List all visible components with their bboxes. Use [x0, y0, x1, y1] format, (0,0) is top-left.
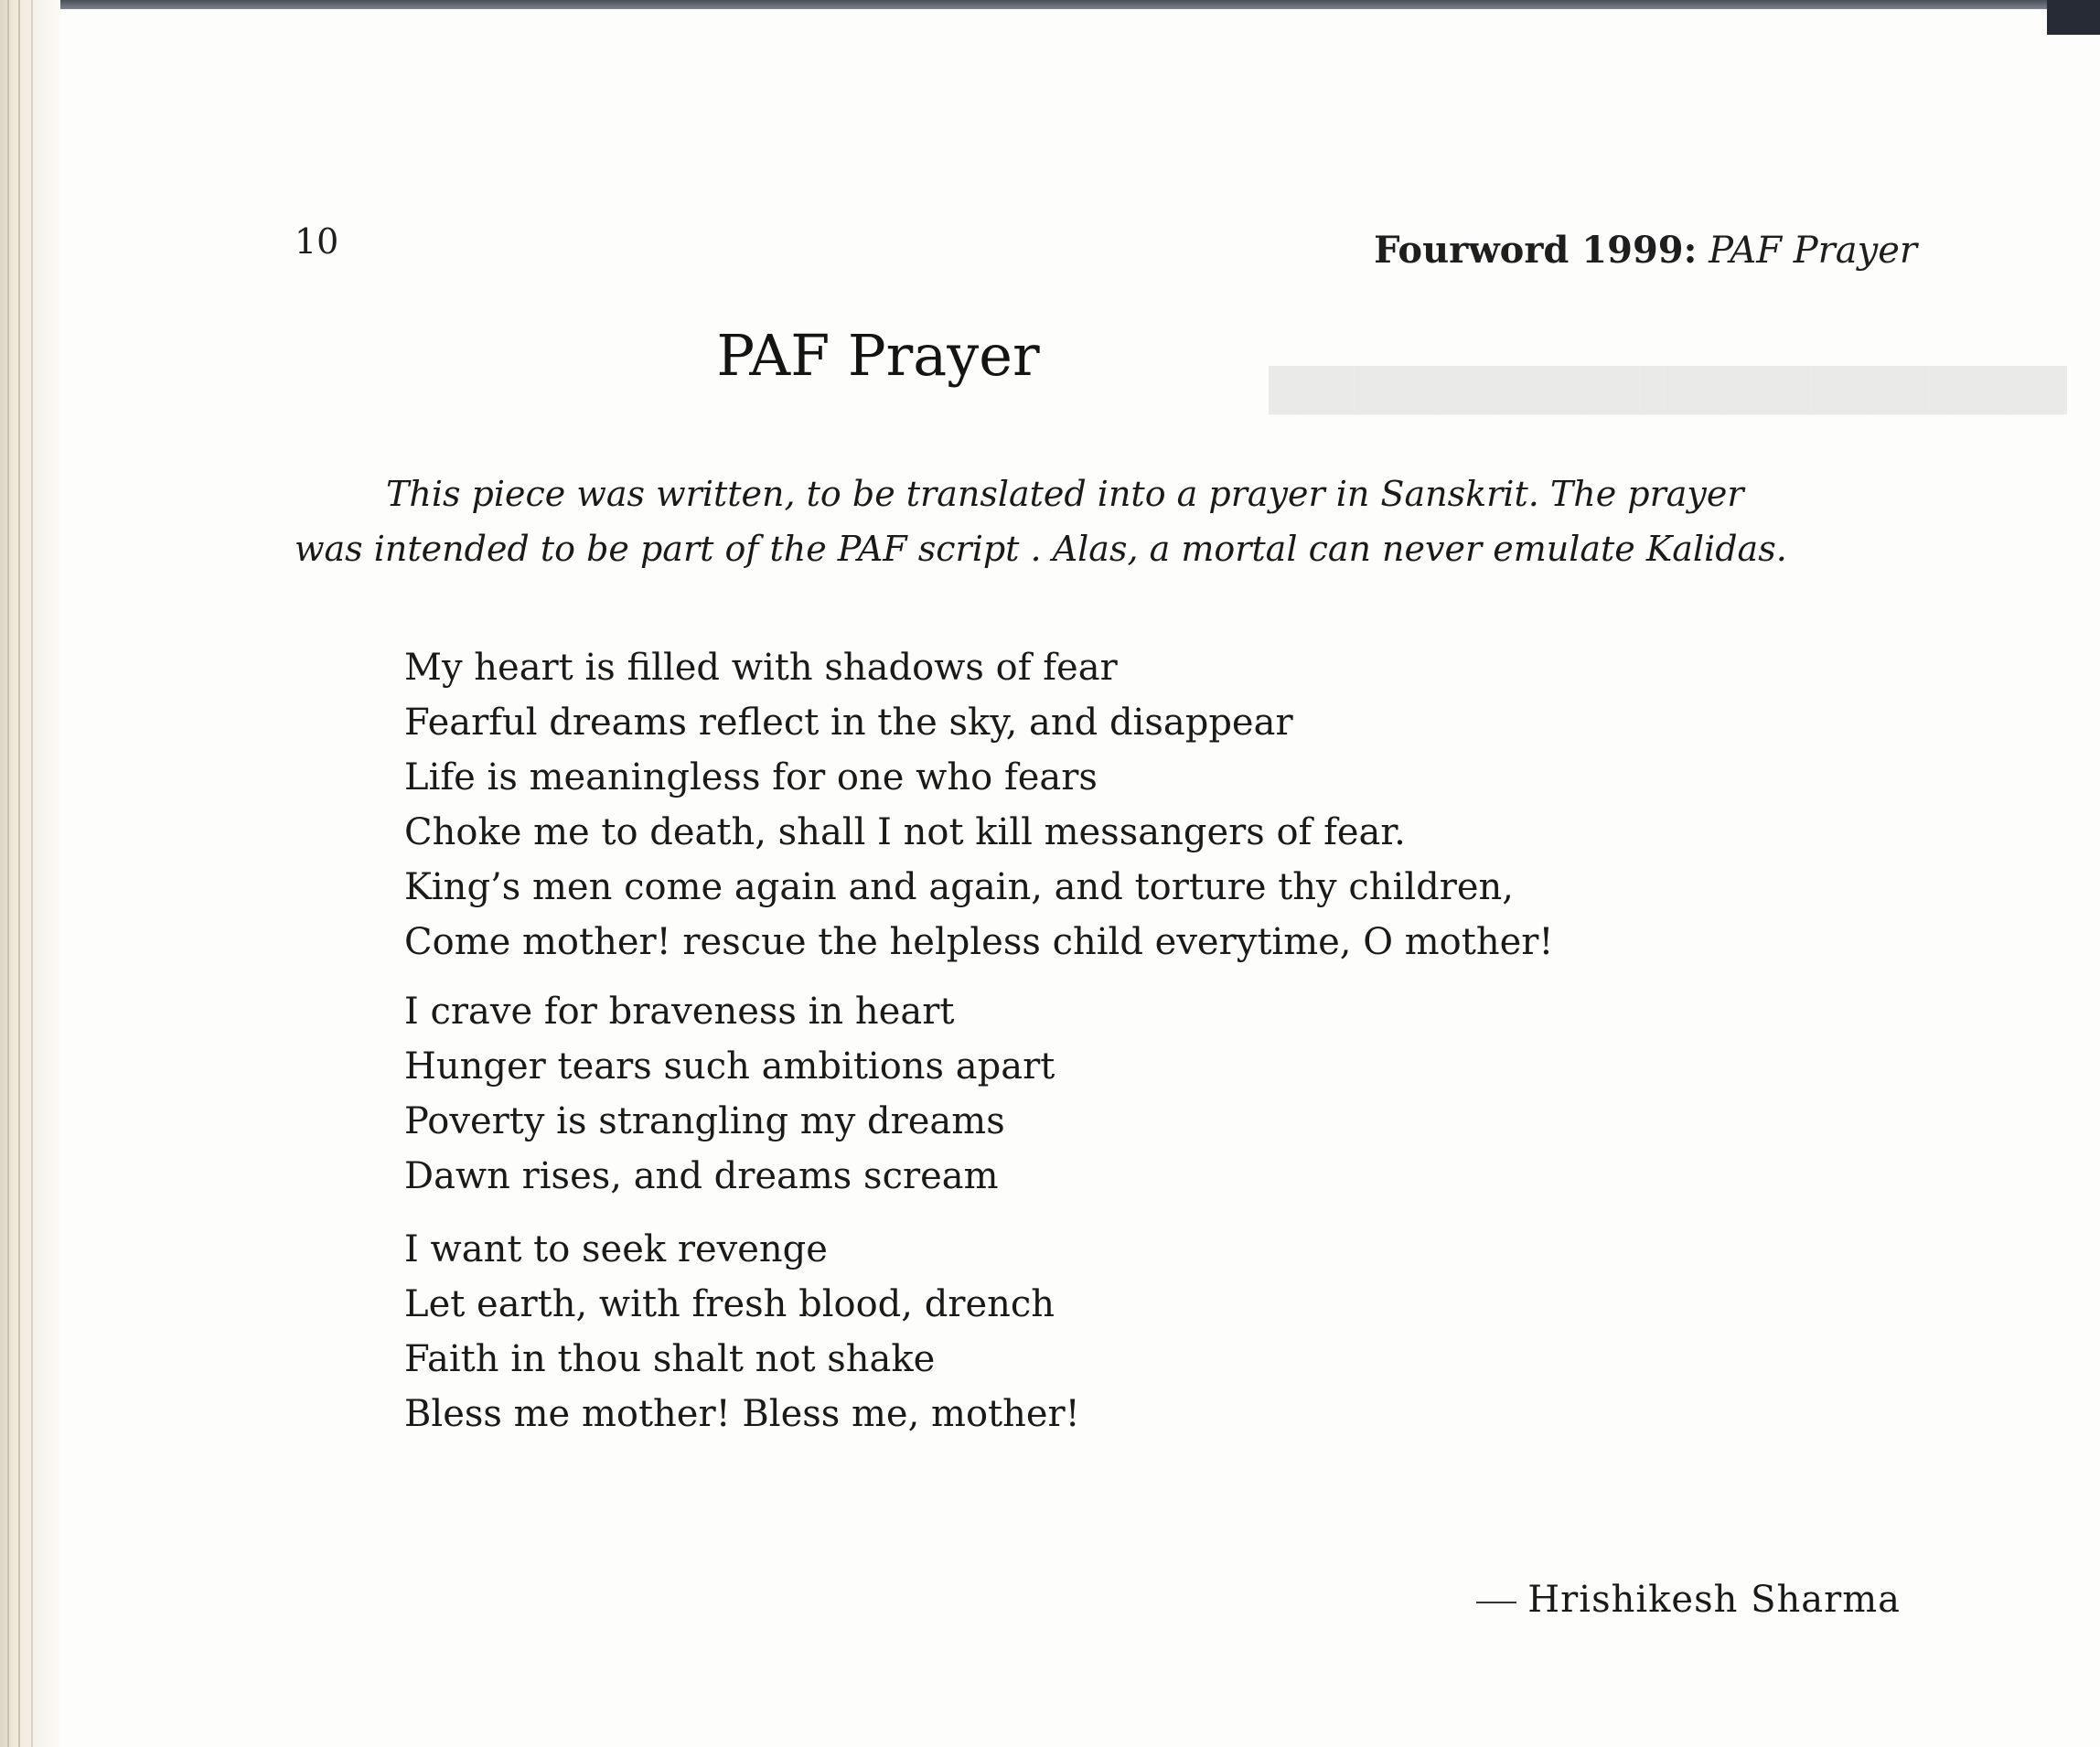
intro-paragraph [295, 466, 1917, 576]
author-name: Hrishikesh Sharma [1527, 1579, 1901, 1621]
poem-stanza-1 [404, 640, 1553, 970]
poem-stanza-2 [404, 984, 1055, 1204]
poem-line: I crave for braveness in heart [404, 991, 955, 1033]
poem-line: Faith in thou shalt not shake [404, 1338, 936, 1380]
poem-line: Choke me to death, shall I not kill messangers of fear. [404, 811, 1406, 853]
intro-line: was intended to be part of the PAF script . Alas, a mortal can never emulate Kalidas. [295, 529, 1787, 569]
running-head-publication: Fourword 1999: [1374, 229, 1698, 272]
page-number: 10 [295, 221, 339, 262]
running-head [1374, 229, 1917, 272]
poem-line: Let earth, with fresh blood, drench [404, 1283, 1055, 1325]
poem-line: Bless me mother! Bless me, mother! [404, 1393, 1080, 1435]
poem-line: Poverty is strangling my dreams [404, 1100, 1005, 1142]
intro-line: This piece was written, to be translated into a prayer in Sanskrit. The prayer [386, 474, 1744, 514]
poem-stanza-3 [404, 1222, 1080, 1442]
page-title: PAF Prayer [716, 322, 1040, 389]
poem-line: My heart is filled with shadows of fear [404, 647, 1118, 689]
signature-dash [1476, 1602, 1516, 1603]
poem-line: Hunger tears such ambitions apart [404, 1045, 1055, 1088]
bleed-through-texture: ████████████████████████████ [1269, 367, 2067, 412]
poem-line: Come mother! rescue the helpless child everytime, O mother! [404, 921, 1554, 963]
poem-line: I want to seek revenge [404, 1228, 828, 1270]
poem-line: King’s men come again and again, and torture thy children, [404, 866, 1514, 908]
poem-line: Life is meaningless for one who fears [404, 756, 1098, 798]
running-head-section: PAF Prayer [1709, 230, 1917, 272]
poem-line: Dawn rises, and dreams scream [404, 1155, 999, 1197]
poem-line: Fearful dreams reflect in the sky, and disappear [404, 702, 1293, 744]
author-signature [1476, 1579, 1901, 1621]
